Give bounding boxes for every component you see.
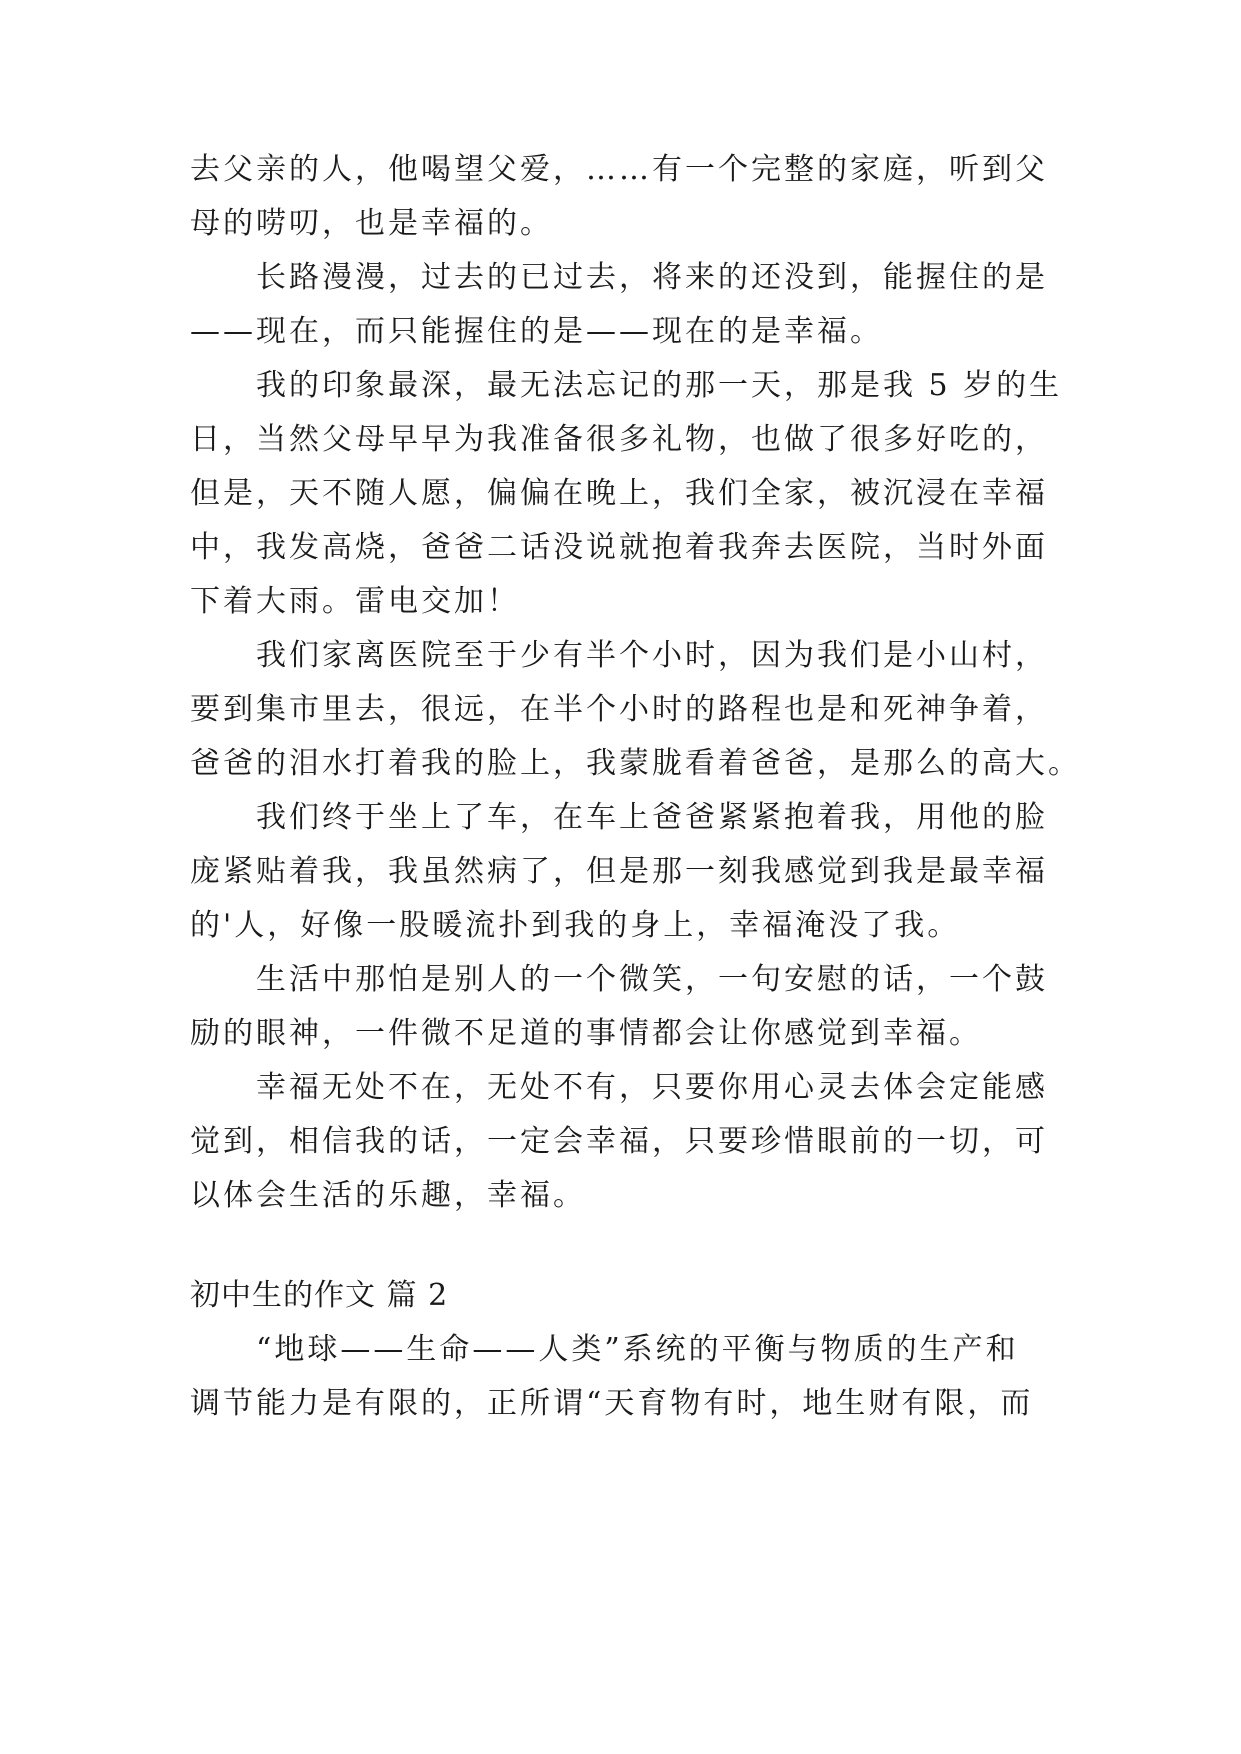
text-line: 励的眼神，一件微不足道的事情都会让你感觉到幸福。 — [190, 1016, 982, 1051]
text-line: 下着大雨。雷电交加！ — [190, 584, 520, 619]
text-line: 爸爸的泪水打着我的脸上，我蒙胧看着爸爸，是那么的高大。 — [190, 746, 1081, 781]
text-line: 调节能力是有限的，正所谓“天育物有时，地生财有限，而 — [190, 1386, 1034, 1421]
paragraph-start-line: 幸福无处不在，无处不有，只要你用心灵去体会定能感 — [256, 1070, 1048, 1105]
text-line: 去父亲的人，他喝望父爱，……有一个完整的家庭，听到父 — [190, 152, 1048, 187]
section-heading: 初中生的作文 篇 2 — [190, 1278, 449, 1313]
text-line: 日，当然父母早早为我准备很多礼物，也做了很多好吃的， — [190, 422, 1048, 457]
text-line: 以体会生活的乐趣，幸福。 — [190, 1178, 586, 1213]
text-line: 庞紧贴着我，我虽然病了，但是那一刻我感觉到我是最幸福 — [190, 854, 1048, 889]
text-line: 中，我发高烧，爸爸二话没说就抱着我奔去医院，当时外面 — [190, 530, 1048, 565]
paragraph-start-line: 我们终于坐上了车，在车上爸爸紧紧抱着我，用他的脸 — [256, 800, 1048, 835]
paragraph-start-line: 生活中那怕是别人的一个微笑，一句安慰的话，一个鼓 — [256, 962, 1048, 997]
text-line: 的'人，好像一股暖流扑到我的身上，幸福淹没了我。 — [190, 908, 961, 943]
text-line: 但是，天不随人愿，偏偏在晚上，我们全家，被沉浸在幸福 — [190, 476, 1048, 511]
paragraph-start-line: “地球——生命——人类”系统的平衡与物质的生产和 — [256, 1332, 1019, 1367]
text-line: 要到集市里去，很远，在半个小时的路程也是和死神争着， — [190, 692, 1048, 727]
paragraph-start-line: 我的印象最深，最无法忘记的那一天，那是我 5 岁的生 — [256, 368, 1063, 403]
paragraph-start-line: 我们家离医院至于少有半个小时，因为我们是小山村， — [256, 638, 1048, 673]
text-line: 母的唠叨，也是幸福的。 — [190, 206, 553, 241]
text-line: 觉到，相信我的话，一定会幸福，只要珍惜眼前的一切，可 — [190, 1124, 1048, 1159]
text-line: ——现在，而只能握住的是——现在的是幸福。 — [190, 314, 883, 349]
paragraph-start-line: 长路漫漫，过去的已过去，将来的还没到，能握住的是 — [256, 260, 1048, 295]
